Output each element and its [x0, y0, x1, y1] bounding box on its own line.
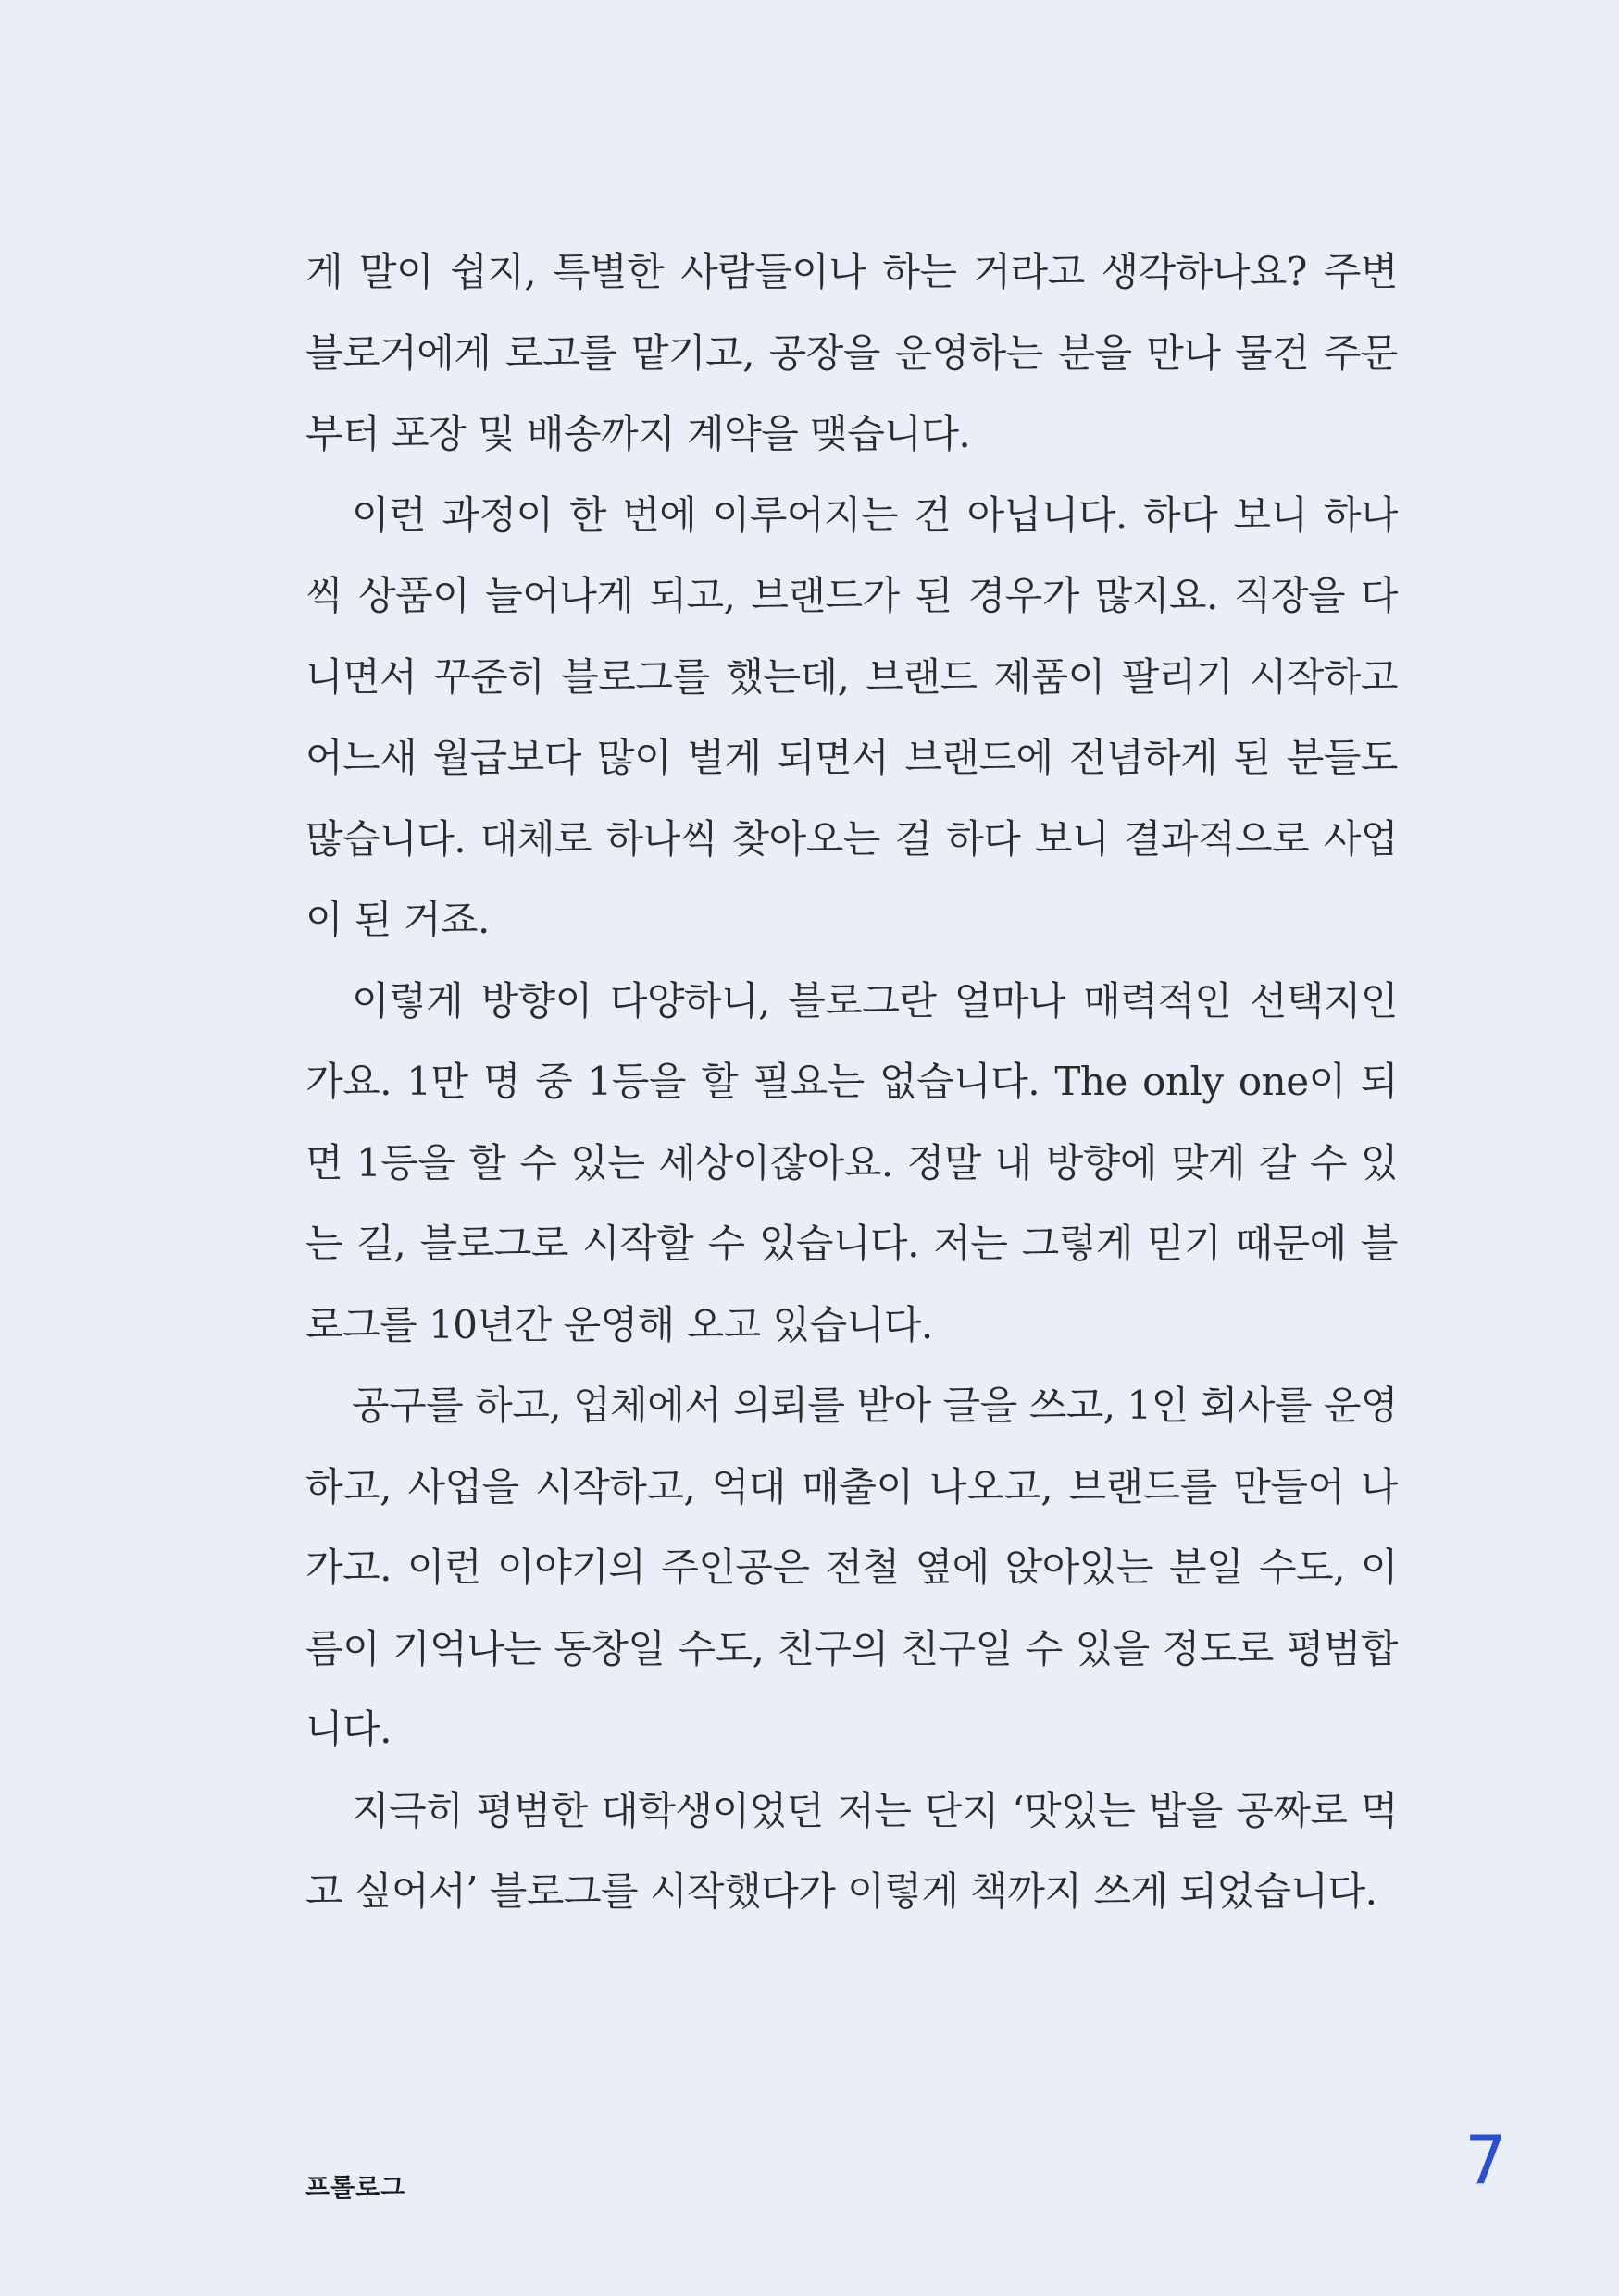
body-text	[305, 231, 1398, 1932]
section-label: 프롤로그	[305, 2174, 406, 2203]
paragraph-continued: 게 말이 쉽지, 특별한 사람들이나 하는 거라고 생각하나요? 주변 블로거에게 로고를 맡기고, 공장을 운영하는 분을 만나 물건 주문부터 포장 및 배송까지 계약을 맺습니다.	[305, 249, 1398, 456]
paragraph: 공구를 하고, 업체에서 의뢰를 받아 글을 쓰고, 1인 회사를 운영하고, 사업을 시작하고, 억대 매출이 나오고, 브랜드를 만들어 나가고. 이런 이야기의 주인공은 전철 옆에 앉아있는 분일 수도, 이름이 기억나는 동창일 수도, 친구의 친구일 수 있을 정도로 평범합니다.	[305, 1383, 1398, 1752]
page-number: 7	[1464, 2121, 1507, 2199]
paragraph: 지극히 평범한 대학생이었던 저는 단지 ‘맛있는 밥을 공짜로 먹고 싶어서’ 블로그를 시작했다가 이렇게 책까지 쓰게 되었습니다.	[305, 1787, 1398, 1914]
paragraph: 이렇게 방향이 다양하니, 블로그란 얼마나 매력적인 선택지인가요. 1만 명 중 1등을 할 필요는 없습니다. The only one이 되면 1등을 할 수 있는 세상이잖아요. 정말 내 방향에 맞게 갈 수 있는 길, 블로그로 시작할 수 있습니다. 저는 그렇게 믿기 때문에 블로그를 10년간 운영해 오고 있습니다.	[305, 977, 1398, 1347]
paragraph: 이런 과정이 한 번에 이루어지는 건 아닙니다. 하다 보니 하나씩 상품이 늘어나게 되고, 브랜드가 된 경우가 많지요. 직장을 다니면서 꾸준히 블로그를 했는데, 브랜드 제품이 팔리기 시작하고 어느새 월급보다 많이 벌게 되면서 브랜드에 전념하게 된 분들도 많습니다. 대체로 하나씩 찾아오는 걸 하다 보니 결과적으로 사업이 된 거죠.	[305, 491, 1398, 942]
